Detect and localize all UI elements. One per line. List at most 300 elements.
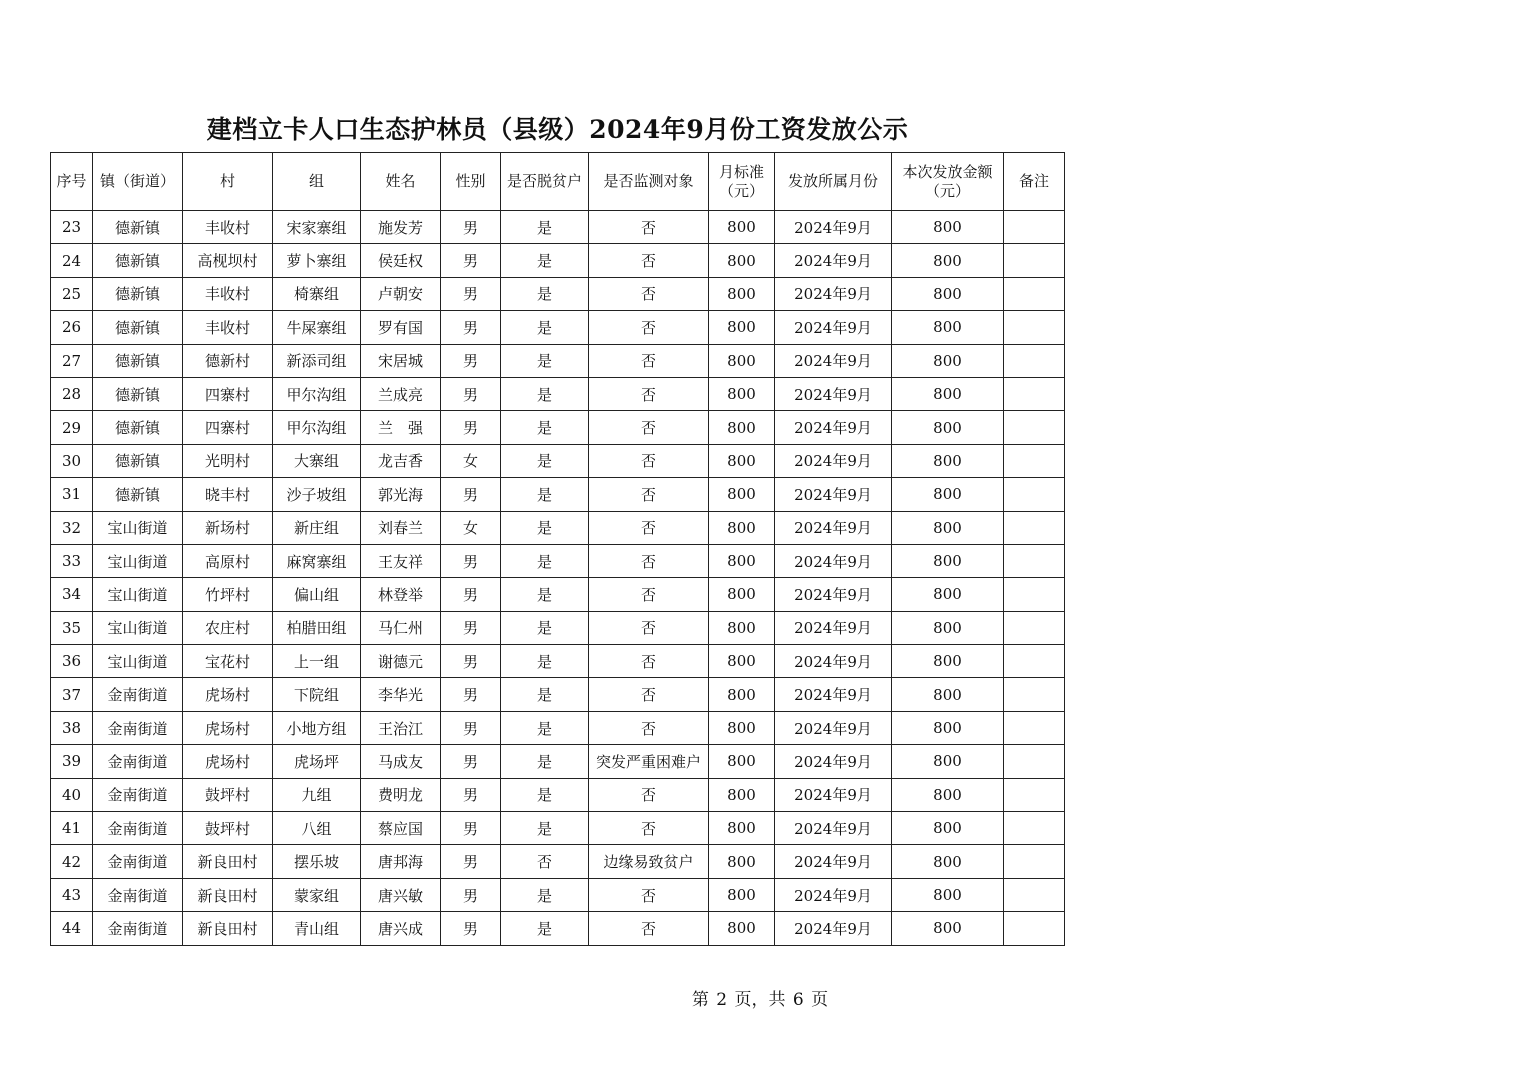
cell-index: 40 (51, 778, 93, 811)
cell-town: 金南街道 (93, 678, 183, 711)
cell-monthly-standard: 800 (709, 812, 775, 845)
cell-poverty-exit: 是 (501, 778, 589, 811)
table-row (51, 678, 1065, 711)
cell-index: 25 (51, 277, 93, 310)
cell-town: 金南街道 (93, 878, 183, 911)
cell-poverty-exit: 否 (501, 845, 589, 878)
cell-remarks (1004, 211, 1065, 244)
cell-monthly-standard: 800 (709, 845, 775, 878)
cell-village: 虎场村 (183, 711, 273, 744)
cell-gender: 女 (441, 444, 501, 477)
cell-name: 王友祥 (361, 544, 441, 577)
cell-village: 丰收村 (183, 311, 273, 344)
cell-group: 偏山组 (273, 578, 361, 611)
footer-mid: 页，共 (734, 990, 786, 1010)
cell-village: 鼓坪村 (183, 812, 273, 845)
cell-remarks (1004, 377, 1065, 410)
cell-gender: 男 (441, 344, 501, 377)
cell-index: 42 (51, 845, 93, 878)
cell-poverty-exit: 是 (501, 578, 589, 611)
cell-monitoring: 否 (589, 678, 709, 711)
cell-group: 甲尔沟组 (273, 377, 361, 410)
cell-monthly-standard: 800 (709, 778, 775, 811)
cell-monthly-standard: 800 (709, 878, 775, 911)
cell-group: 新添司组 (273, 344, 361, 377)
table-row (51, 645, 1065, 678)
header-town: 镇（街道） (93, 153, 183, 211)
cell-index: 30 (51, 444, 93, 477)
cell-town: 宝山街道 (93, 611, 183, 644)
cell-gender: 男 (441, 711, 501, 744)
cell-village: 晓丰村 (183, 478, 273, 511)
table-row (51, 444, 1065, 477)
cell-monitoring: 否 (589, 711, 709, 744)
cell-monitoring: 否 (589, 277, 709, 310)
cell-name: 施发芳 (361, 211, 441, 244)
cell-pay-month: 2024年9月 (775, 478, 892, 511)
cell-monitoring: 否 (589, 578, 709, 611)
cell-village: 丰收村 (183, 277, 273, 310)
cell-amount: 800 (892, 277, 1004, 310)
cell-group: 牛屎寨组 (273, 311, 361, 344)
cell-monthly-standard: 800 (709, 377, 775, 410)
footer-page-number: 2 (716, 990, 728, 1010)
header-index: 序号 (51, 153, 93, 211)
cell-poverty-exit: 是 (501, 277, 589, 310)
cell-village: 新良田村 (183, 845, 273, 878)
cell-pay-month: 2024年9月 (775, 611, 892, 644)
cell-group: 甲尔沟组 (273, 411, 361, 444)
cell-remarks (1004, 812, 1065, 845)
cell-town: 德新镇 (93, 344, 183, 377)
cell-pay-month: 2024年9月 (775, 344, 892, 377)
header-group: 组 (273, 153, 361, 211)
cell-town: 德新镇 (93, 411, 183, 444)
cell-monthly-standard: 800 (709, 544, 775, 577)
cell-monthly-standard: 800 (709, 211, 775, 244)
cell-name: 唐邦海 (361, 845, 441, 878)
cell-remarks (1004, 912, 1065, 945)
cell-poverty-exit: 是 (501, 511, 589, 544)
header-pay-month: 发放所属月份 (775, 153, 892, 211)
cell-village: 虎场村 (183, 678, 273, 711)
cell-village: 竹坪村 (183, 578, 273, 611)
cell-town: 德新镇 (93, 277, 183, 310)
document-title: 建档立卡人口生态护林员（县级）2024年9月份工资发放公示 (206, 115, 909, 144)
cell-gender: 男 (441, 578, 501, 611)
cell-monitoring: 否 (589, 878, 709, 911)
cell-amount: 800 (892, 377, 1004, 410)
cell-poverty-exit: 是 (501, 344, 589, 377)
cell-group: 麻窝寨组 (273, 544, 361, 577)
cell-pay-month: 2024年9月 (775, 377, 892, 410)
cell-monitoring: 否 (589, 311, 709, 344)
cell-amount: 800 (892, 778, 1004, 811)
cell-monthly-standard: 800 (709, 745, 775, 778)
cell-town: 金南街道 (93, 912, 183, 945)
cell-monitoring: 否 (589, 645, 709, 678)
table-row (51, 211, 1065, 244)
cell-village: 高枧坝村 (183, 244, 273, 277)
table-row (51, 411, 1065, 444)
cell-pay-month: 2024年9月 (775, 645, 892, 678)
cell-town: 金南街道 (93, 845, 183, 878)
cell-remarks (1004, 511, 1065, 544)
cell-index: 41 (51, 812, 93, 845)
header-village: 村 (183, 153, 273, 211)
cell-remarks (1004, 878, 1065, 911)
table-row (51, 344, 1065, 377)
table-header-row (51, 153, 1065, 211)
table-row (51, 511, 1065, 544)
cell-name: 唐兴成 (361, 912, 441, 945)
cell-village: 新场村 (183, 511, 273, 544)
cell-monthly-standard: 800 (709, 912, 775, 945)
cell-gender: 男 (441, 277, 501, 310)
cell-monitoring: 否 (589, 778, 709, 811)
cell-pay-month: 2024年9月 (775, 711, 892, 744)
cell-group: 椅寨组 (273, 277, 361, 310)
cell-name: 唐兴敏 (361, 878, 441, 911)
cell-pay-month: 2024年9月 (775, 277, 892, 310)
cell-index: 27 (51, 344, 93, 377)
cell-monitoring: 否 (589, 812, 709, 845)
footer-suffix: 页 (811, 990, 829, 1010)
table-row (51, 711, 1065, 744)
cell-gender: 男 (441, 211, 501, 244)
cell-monthly-standard: 800 (709, 244, 775, 277)
cell-poverty-exit: 是 (501, 678, 589, 711)
cell-poverty-exit: 是 (501, 544, 589, 577)
cell-remarks (1004, 344, 1065, 377)
cell-monitoring: 突发严重困难户 (589, 745, 709, 778)
cell-gender: 男 (441, 745, 501, 778)
cell-monthly-standard: 800 (709, 578, 775, 611)
cell-monthly-standard: 800 (709, 411, 775, 444)
cell-amount: 800 (892, 578, 1004, 611)
cell-village: 四寨村 (183, 411, 273, 444)
cell-amount: 800 (892, 244, 1004, 277)
cell-amount: 800 (892, 411, 1004, 444)
cell-group: 虎场坪 (273, 745, 361, 778)
cell-town: 金南街道 (93, 812, 183, 845)
cell-amount: 800 (892, 544, 1004, 577)
cell-group: 新庄组 (273, 511, 361, 544)
cell-index: 36 (51, 645, 93, 678)
cell-remarks (1004, 745, 1065, 778)
cell-amount: 800 (892, 211, 1004, 244)
cell-town: 金南街道 (93, 711, 183, 744)
cell-monitoring: 否 (589, 344, 709, 377)
cell-gender: 男 (441, 778, 501, 811)
cell-pay-month: 2024年9月 (775, 444, 892, 477)
cell-poverty-exit: 是 (501, 611, 589, 644)
cell-amount: 800 (892, 344, 1004, 377)
header-monthly-standard: 月标准（元） (709, 153, 775, 211)
cell-town: 金南街道 (93, 745, 183, 778)
cell-town: 宝山街道 (93, 645, 183, 678)
table-row (51, 845, 1065, 878)
cell-amount: 800 (892, 444, 1004, 477)
cell-gender: 男 (441, 645, 501, 678)
cell-group: 蒙家组 (273, 878, 361, 911)
cell-pay-month: 2024年9月 (775, 411, 892, 444)
cell-town: 宝山街道 (93, 511, 183, 544)
cell-group: 小地方组 (273, 711, 361, 744)
cell-pay-month: 2024年9月 (775, 678, 892, 711)
cell-pay-month: 2024年9月 (775, 745, 892, 778)
cell-pay-month: 2024年9月 (775, 244, 892, 277)
cell-pay-month: 2024年9月 (775, 544, 892, 577)
cell-gender: 男 (441, 611, 501, 644)
cell-index: 28 (51, 377, 93, 410)
cell-poverty-exit: 是 (501, 377, 589, 410)
cell-remarks (1004, 411, 1065, 444)
cell-monthly-standard: 800 (709, 611, 775, 644)
cell-remarks (1004, 778, 1065, 811)
cell-name: 李华光 (361, 678, 441, 711)
cell-group: 八组 (273, 812, 361, 845)
cell-village: 光明村 (183, 444, 273, 477)
cell-gender: 男 (441, 878, 501, 911)
cell-poverty-exit: 是 (501, 711, 589, 744)
cell-monthly-standard: 800 (709, 444, 775, 477)
cell-poverty-exit: 是 (501, 411, 589, 444)
table-row (51, 912, 1065, 945)
cell-gender: 男 (441, 912, 501, 945)
cell-town: 德新镇 (93, 478, 183, 511)
cell-index: 33 (51, 544, 93, 577)
cell-remarks (1004, 578, 1065, 611)
cell-village: 德新村 (183, 344, 273, 377)
cell-town: 德新镇 (93, 211, 183, 244)
cell-remarks (1004, 478, 1065, 511)
cell-group: 沙子坡组 (273, 478, 361, 511)
cell-name: 侯廷权 (361, 244, 441, 277)
cell-name: 刘春兰 (361, 511, 441, 544)
cell-pay-month: 2024年9月 (775, 211, 892, 244)
cell-amount: 800 (892, 745, 1004, 778)
cell-poverty-exit: 是 (501, 878, 589, 911)
cell-amount: 800 (892, 611, 1004, 644)
table-row (51, 578, 1065, 611)
cell-name: 费明龙 (361, 778, 441, 811)
cell-index: 44 (51, 912, 93, 945)
table-row (51, 778, 1065, 811)
cell-gender: 男 (441, 812, 501, 845)
cell-group: 柏腊田组 (273, 611, 361, 644)
cell-name: 王治江 (361, 711, 441, 744)
cell-remarks (1004, 845, 1065, 878)
cell-monitoring: 否 (589, 244, 709, 277)
cell-pay-month: 2024年9月 (775, 578, 892, 611)
cell-amount: 800 (892, 912, 1004, 945)
cell-town: 德新镇 (93, 311, 183, 344)
cell-name: 郭光海 (361, 478, 441, 511)
cell-pay-month: 2024年9月 (775, 812, 892, 845)
cell-pay-month: 2024年9月 (775, 912, 892, 945)
cell-remarks (1004, 544, 1065, 577)
cell-name: 兰成亮 (361, 377, 441, 410)
cell-amount: 800 (892, 845, 1004, 878)
cell-monthly-standard: 800 (709, 344, 775, 377)
cell-index: 26 (51, 311, 93, 344)
cell-remarks (1004, 611, 1065, 644)
cell-gender: 男 (441, 411, 501, 444)
cell-amount: 800 (892, 645, 1004, 678)
table-row (51, 878, 1065, 911)
cell-town: 宝山街道 (93, 544, 183, 577)
cell-name: 罗有国 (361, 311, 441, 344)
cell-town: 金南街道 (93, 778, 183, 811)
cell-poverty-exit: 是 (501, 211, 589, 244)
cell-town: 德新镇 (93, 244, 183, 277)
cell-gender: 女 (441, 511, 501, 544)
cell-monthly-standard: 800 (709, 277, 775, 310)
cell-group: 摆乐坡 (273, 845, 361, 878)
cell-monitoring: 否 (589, 411, 709, 444)
page-footer (0, 985, 1520, 1010)
cell-poverty-exit: 是 (501, 912, 589, 945)
cell-village: 高原村 (183, 544, 273, 577)
cell-index: 23 (51, 211, 93, 244)
table-body (51, 211, 1065, 946)
cell-index: 35 (51, 611, 93, 644)
table-row (51, 244, 1065, 277)
cell-index: 39 (51, 745, 93, 778)
cell-group: 大寨组 (273, 444, 361, 477)
table-row (51, 745, 1065, 778)
cell-group: 上一组 (273, 645, 361, 678)
footer-prefix: 第 (691, 990, 709, 1010)
cell-gender: 男 (441, 678, 501, 711)
cell-amount: 800 (892, 478, 1004, 511)
cell-monthly-standard: 800 (709, 478, 775, 511)
table-row (51, 611, 1065, 644)
cell-index: 34 (51, 578, 93, 611)
cell-pay-month: 2024年9月 (775, 511, 892, 544)
footer-total-pages: 6 (792, 990, 804, 1010)
cell-gender: 男 (441, 845, 501, 878)
cell-village: 宝花村 (183, 645, 273, 678)
header-remarks: 备注 (1004, 153, 1065, 211)
cell-monthly-standard: 800 (709, 678, 775, 711)
cell-remarks (1004, 678, 1065, 711)
cell-remarks (1004, 311, 1065, 344)
cell-pay-month: 2024年9月 (775, 778, 892, 811)
cell-village: 农庄村 (183, 611, 273, 644)
table-row (51, 311, 1065, 344)
cell-name: 马仁州 (361, 611, 441, 644)
cell-poverty-exit: 是 (501, 311, 589, 344)
cell-pay-month: 2024年9月 (775, 311, 892, 344)
cell-monitoring: 否 (589, 544, 709, 577)
cell-remarks (1004, 645, 1065, 678)
cell-gender: 男 (441, 377, 501, 410)
cell-pay-month: 2024年9月 (775, 878, 892, 911)
cell-remarks (1004, 244, 1065, 277)
table-row (51, 377, 1065, 410)
cell-gender: 男 (441, 311, 501, 344)
cell-poverty-exit: 是 (501, 244, 589, 277)
cell-monitoring: 否 (589, 611, 709, 644)
salary-table (50, 152, 1065, 946)
cell-index: 24 (51, 244, 93, 277)
table-row (51, 544, 1065, 577)
cell-poverty-exit: 是 (501, 745, 589, 778)
cell-monthly-standard: 800 (709, 311, 775, 344)
cell-name: 林登举 (361, 578, 441, 611)
header-name: 姓名 (361, 153, 441, 211)
header-gender: 性别 (441, 153, 501, 211)
cell-monitoring: 否 (589, 478, 709, 511)
cell-group: 青山组 (273, 912, 361, 945)
cell-group: 宋家寨组 (273, 211, 361, 244)
cell-name: 龙吉香 (361, 444, 441, 477)
cell-poverty-exit: 是 (501, 478, 589, 511)
cell-poverty-exit: 是 (501, 812, 589, 845)
cell-amount: 800 (892, 678, 1004, 711)
cell-name: 兰 强 (361, 411, 441, 444)
cell-poverty-exit: 是 (501, 645, 589, 678)
cell-name: 宋居城 (361, 344, 441, 377)
cell-town: 德新镇 (93, 377, 183, 410)
cell-town: 宝山街道 (93, 578, 183, 611)
cell-group: 下院组 (273, 678, 361, 711)
cell-village: 鼓坪村 (183, 778, 273, 811)
cell-index: 29 (51, 411, 93, 444)
cell-group: 萝卜寨组 (273, 244, 361, 277)
cell-village: 虎场村 (183, 745, 273, 778)
cell-group: 九组 (273, 778, 361, 811)
cell-monthly-standard: 800 (709, 711, 775, 744)
cell-poverty-exit: 是 (501, 444, 589, 477)
cell-monitoring: 否 (589, 377, 709, 410)
cell-village: 新良田村 (183, 878, 273, 911)
header-poverty-exit: 是否脱贫户 (501, 153, 589, 211)
cell-amount: 800 (892, 311, 1004, 344)
cell-index: 31 (51, 478, 93, 511)
header-monitoring: 是否监测对象 (589, 153, 709, 211)
cell-name: 马成友 (361, 745, 441, 778)
cell-amount: 800 (892, 711, 1004, 744)
cell-gender: 男 (441, 544, 501, 577)
cell-village: 丰收村 (183, 211, 273, 244)
cell-monitoring: 否 (589, 511, 709, 544)
cell-monitoring: 否 (589, 912, 709, 945)
cell-amount: 800 (892, 878, 1004, 911)
cell-monthly-standard: 800 (709, 645, 775, 678)
cell-village: 四寨村 (183, 377, 273, 410)
cell-index: 32 (51, 511, 93, 544)
cell-amount: 800 (892, 812, 1004, 845)
cell-remarks (1004, 444, 1065, 477)
cell-village: 新良田村 (183, 912, 273, 945)
table-row (51, 812, 1065, 845)
cell-index: 38 (51, 711, 93, 744)
cell-pay-month: 2024年9月 (775, 845, 892, 878)
cell-name: 卢朝安 (361, 277, 441, 310)
cell-monthly-standard: 800 (709, 511, 775, 544)
table-row (51, 277, 1065, 310)
cell-index: 37 (51, 678, 93, 711)
cell-town: 德新镇 (93, 444, 183, 477)
cell-monitoring: 否 (589, 211, 709, 244)
cell-amount: 800 (892, 511, 1004, 544)
cell-gender: 男 (441, 478, 501, 511)
cell-index: 43 (51, 878, 93, 911)
cell-gender: 男 (441, 244, 501, 277)
